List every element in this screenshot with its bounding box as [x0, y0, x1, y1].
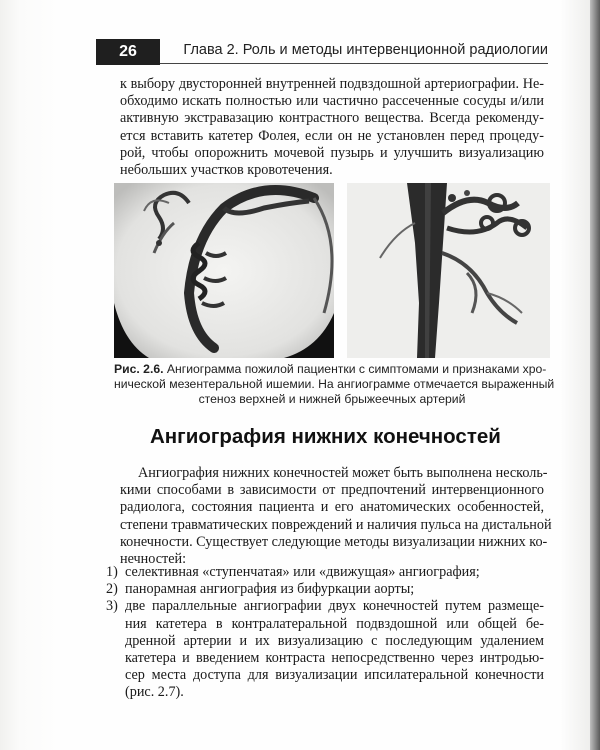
text-line: кими способами в зависимости от предпочтений интервенционного [120, 482, 544, 499]
section-heading: Ангиография нижних конечностей [150, 425, 501, 448]
text-line: к выбору двусторонней внутренней подвздошной артериографии. Не- [120, 76, 544, 92]
list-text: катетера и введением контраста непосредственно через интродью- [125, 650, 544, 667]
page-number: 26 [96, 39, 160, 65]
running-header [96, 39, 548, 65]
list-text: дренной артерии и их визуализацию с последующим удалением [125, 632, 544, 649]
caption-line: нической мезентеральной ишемии. На ангиограмме отмечается выраженный [114, 377, 555, 391]
list-text: сер места доступа для визуализации ипсилатеральной конечности [125, 667, 544, 684]
caption-line: стеноз верхней и нижней брыжеечных артерий [198, 392, 466, 406]
header-rule [160, 63, 548, 64]
list-number: 1) [106, 564, 118, 580]
text-line: небольших участков кровотечения. [120, 162, 333, 179]
list-number: 3) [106, 598, 118, 615]
list-text: две параллельные ангиографии двух конечностей путем размеще- [125, 598, 544, 615]
intro-paragraph [120, 76, 544, 179]
list-number: 2) [106, 581, 118, 598]
list-text: панорамная ангиография из бифуркации аорты; [125, 581, 415, 598]
caption-line: Ангиограмма пожилой пациентки с симптомами и признаками хро- [163, 362, 547, 376]
figure-label: Рис. 2.6. [114, 362, 164, 376]
list-item [106, 564, 544, 581]
chapter-title: Глава 2. Роль и методы интервенционной радиологии [183, 42, 548, 58]
section-paragraph [120, 465, 552, 568]
list-text: ния катетера в контралатеральной подвздошной или общей бе- [125, 615, 544, 632]
text-line: радиолога, состояния пациента и его анатомических особенностей, [120, 499, 544, 516]
text-line: степени травматических повреждений и наличия пульса на дистальной [120, 516, 552, 533]
text-line: Ангиография нижних конечностей может быть выполнена несколь- [138, 465, 548, 481]
text-line: конечности. Существует следующие методы визуализации нижних ко- [120, 533, 548, 550]
text-line: ется вставить катетер Фолея, если он не установлен перед процеду- [120, 127, 544, 144]
figure-caption [114, 362, 555, 407]
page-edge-shadow [590, 0, 600, 750]
text-line: рой, чтобы опорожнить мочевой пузырь и улучшить визуализацию [120, 144, 544, 161]
list-item [106, 581, 544, 598]
text-line: обходимо искать полностью или частично рассеченные сосуды и/или [120, 93, 544, 110]
angiogram-image-left [114, 183, 334, 358]
text-line: активную экстравазацию контрастного вещества. Всегда рекоменду- [120, 110, 544, 127]
angiogram-image-right [347, 183, 550, 358]
list-text: (рис. 2.7). [125, 684, 184, 701]
text-line: нечностей: [120, 551, 187, 568]
list-text: селективная «ступенчатая» или «движущая» ангиография; [125, 564, 480, 580]
methods-list [106, 564, 544, 702]
list-item [106, 598, 544, 701]
